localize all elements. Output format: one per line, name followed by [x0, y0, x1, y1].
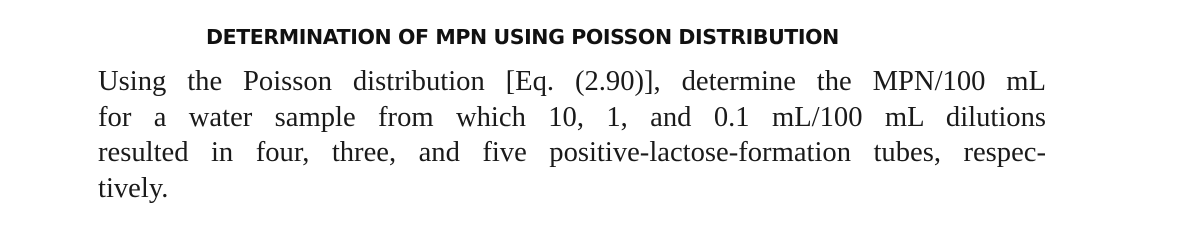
section-heading: DETERMINATION OF MPN USING POISSON DISTRIBUTION	[206, 25, 839, 49]
problem-line: resulted in four, three, and five positive-lactose-formation tubes, respec-	[98, 137, 1046, 168]
problem-line: Using the Poisson distribution [Eq. (2.90)], determine the MPN/100 mL	[98, 66, 1046, 97]
problem-line: tively.	[98, 172, 169, 204]
problem-statement	[98, 64, 1046, 206]
problem-line: for a water sample from which 10, 1, and 0.1 mL/100 mL dilutions	[98, 101, 1046, 133]
